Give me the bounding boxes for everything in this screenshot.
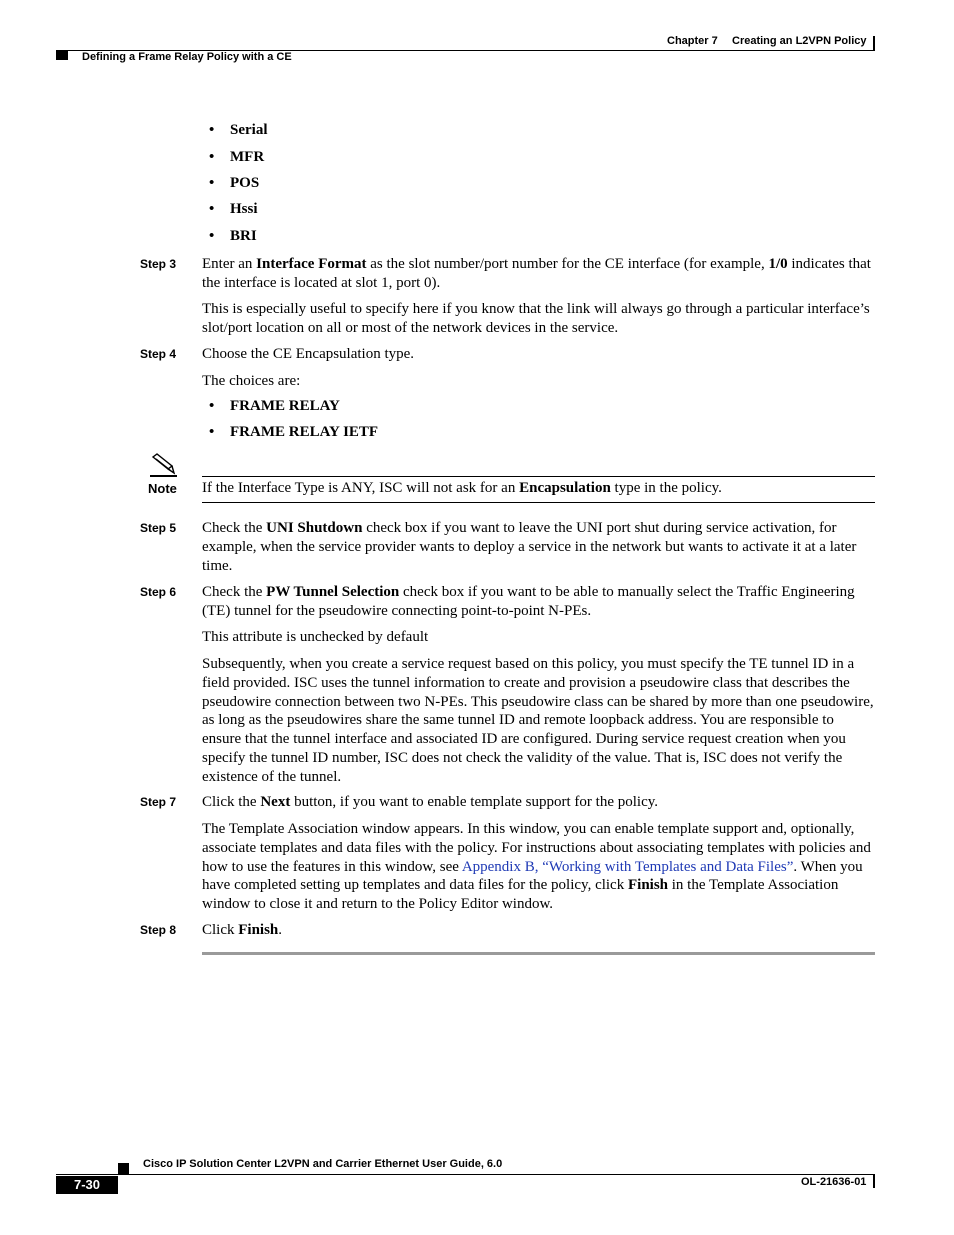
list-item: • POS [209, 175, 260, 191]
step-4-choices-intro: The choices are: [202, 373, 301, 389]
step-8-text: Click Finish. [202, 922, 283, 938]
step-6-text: Check the PW Tunnel Selection check box if you want to be able to manually select the Traffic Engineering (TE) tunnel for the pseudowire connecting point-to-point N-PEs. [202, 584, 855, 619]
note-top-rule [202, 476, 875, 477]
step-7-text: Click the Next button, if you want to enable template support for the policy. [202, 794, 659, 810]
header-chapter-title: Creating an L2VPN Policy [732, 35, 867, 47]
step-8-label: Step 8 [140, 923, 177, 937]
appendix-b-link[interactable]: Appendix B, “Working with Templates and Data Files” [461, 858, 794, 875]
procedure-end-rule [202, 952, 875, 955]
step-3-label: Step 3 [140, 257, 177, 271]
note-label: Note [148, 481, 177, 496]
header-square [56, 50, 68, 60]
step-4-label: Step 4 [140, 347, 177, 361]
list-item: • FRAME RELAY [209, 398, 340, 414]
note-bottom-rule [202, 502, 875, 503]
step-6-label: Step 6 [140, 585, 177, 599]
step-6-default: This attribute is unchecked by default [202, 629, 429, 645]
footer-right-bar [873, 1174, 875, 1188]
footer-guide-title: Cisco IP Solution Center L2VPN and Carrier Ethernet User Guide, 6.0 [143, 1158, 503, 1170]
pencil-icon [148, 453, 178, 477]
list-item: • FRAME RELAY IETF [209, 424, 379, 440]
step-6-detail: Subsequently, when you create a service request based on this policy, you must specify the TE tunnel ID in a field provided. ISC uses the tunnel information to create and provision a pseudowire class that describes the pseudowire connection between two N-PEs. This pseudowire class can be shared by more than one pseudowire, as long as the pseudowires share the same tunnel ID and remote loopback address. You are responsible to ensure that the tunnel interface and associated ID are configured. During service request creation when you specify the tunnel ID number, ISC does not check the validity of the value. That is, ISC does not verify the existence of the tunnel. [202, 656, 874, 785]
list-item: • Serial [209, 122, 268, 138]
page-number: 7-30 [56, 1176, 118, 1194]
header-right-bar [873, 36, 875, 50]
step-5-text: Check the UNI Shutdown check box if you want to leave the UNI port shut during service activation, for example, when the service provider wants to deploy a service in the network but wants to activate it at a later time. [202, 520, 857, 574]
footer-doc-number: OL-21636-01 [801, 1176, 867, 1188]
list-item: • BRI [209, 228, 257, 244]
header-chapter: Chapter 7 [667, 35, 718, 47]
footer-rule [56, 1174, 875, 1175]
list-item: • Hssi [209, 201, 258, 217]
footer-square [118, 1163, 129, 1174]
step-7-label: Step 7 [140, 795, 177, 809]
step-5-label: Step 5 [140, 521, 177, 535]
step-3-detail: This is especially useful to specify here if you know that the link will always go through a particular interface’s slot/port location on all or most of the network devices in the service. [202, 301, 870, 336]
step-3-text: Enter an Interface Format as the slot number/port number for the CE interface (for example, 1/0 indicates that the interface is located at slot 1, port 0). [202, 256, 871, 291]
list-item: • MFR [209, 149, 265, 165]
step-7-detail: The Template Association window appears. In this window, you can enable template support and, optionally, associate templates and data files with the policy. For instructions about associating templates with policies and how to use the features in this window, see Appendix B, “Working with Templates and Data Files”. When you have completed setting up templates and data files for the policy, click Finish in the Template Association window to close it and return to the Policy Editor window. [202, 821, 871, 913]
step-4-text: Choose the CE Encapsulation type. [202, 346, 415, 362]
header-section: Defining a Frame Relay Policy with a CE [82, 51, 292, 63]
note-text: If the Interface Type is ANY, ISC will not ask for an Encapsulation type in the policy. [202, 480, 722, 496]
